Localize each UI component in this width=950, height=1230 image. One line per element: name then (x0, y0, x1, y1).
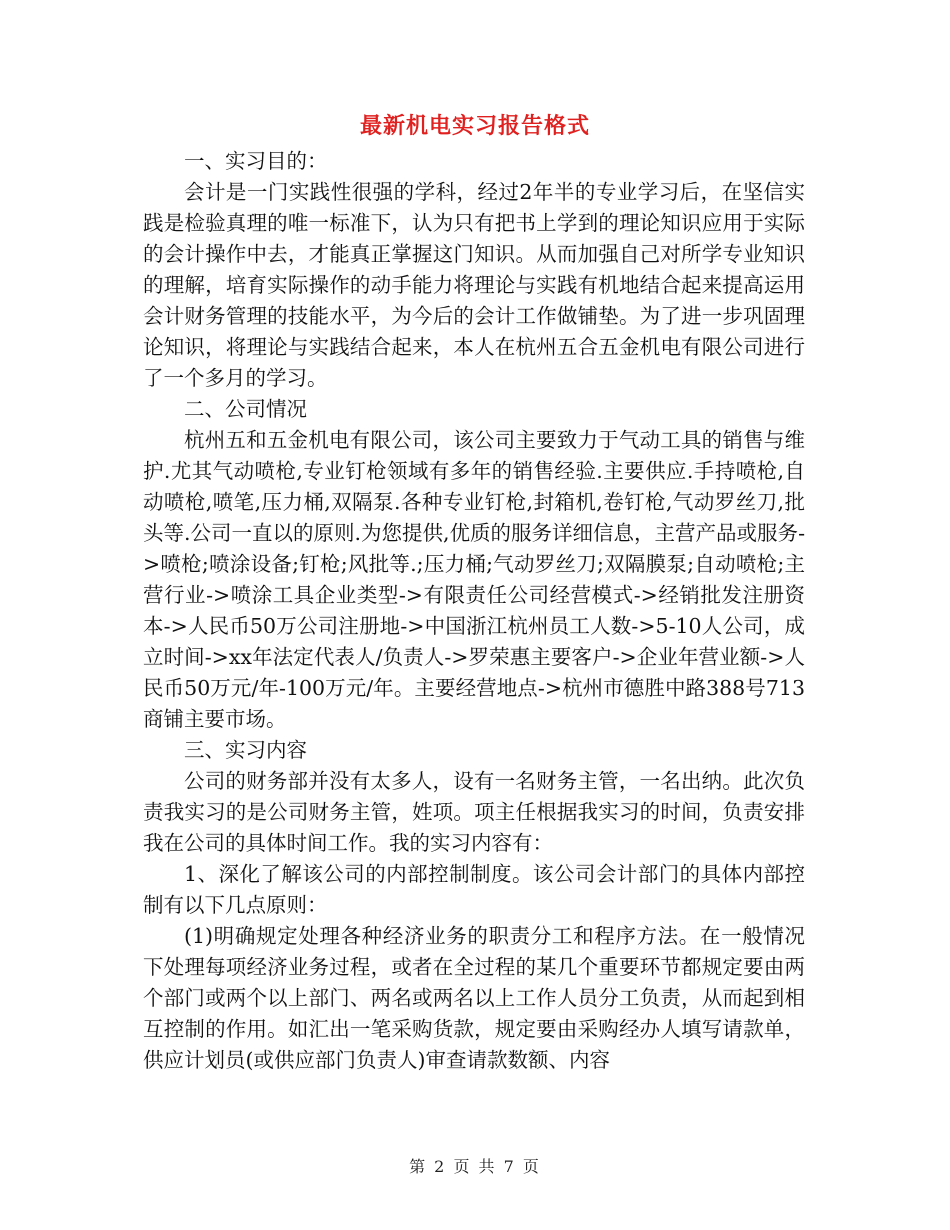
body-paragraph: 杭州五和五金机电有限公司，该公司主要致力于气动工具的销售与维护.尤其气动喷枪,专业钉枪领域有多年的销售经验.主要供应.手持喷枪,自动喷枪,喷笔,压力桶,双隔泵.各种专业钉枪,封箱机,卷钉枪,气动罗丝刀,批头等.公司一直以的原则.为您提供,优质的服务详细信息，主营产品或服务->喷枪;喷涂设备;钉枪;风批等.;压力桶;气动罗丝刀;双隔膜泵;自动喷枪;主营行业->喷涂工具企业类型->有限责任公司经营模式->经销批发注册资本->人民币50万公司注册地->中国浙江杭州员工人数->5-10人公司，成立时间->xx年法定代表人/负责人->罗荣惠主要客户->企业年营业额->人民币50万元/年-100万元/年。主要经营地点->杭州市德胜中路388号713商铺主要市场。 (143, 428, 805, 731)
body-paragraph: 会计是一门实践性很强的学科，经过2年半的专业学习后，在坚信实践是检验真理的唯一标准下，认为只有把书上学到的理论知识应用于实际的会计操作中去，才能真正掌握这门知识。从而加强自己对所学专业知识的理解，培育实际操作的动手能力将理论与实践有机地结合起来提高运用会计财务管理的技能水平，为今后的会计工作做铺垫。为了进一步巩固理论知识，将理论与实践结合起来，本人在杭州五合五金机电有限公司进行了一个多月的学习。 (143, 180, 805, 390)
section-heading: 二、公司情况 (184, 397, 307, 421)
body-paragraph: 公司的财务部并没有太多人，设有一名财务主管，一名出纳。此次负责我实习的是公司财务主管，姓项。项主任根据我实习的时间，负责安排我在公司的具体时间工作。我的实习内容有： (143, 769, 805, 855)
body-paragraph: (1)明确规定处理各种经济业务的职责分工和程序方法。在一般情况下处理每项经济业务过程，或者在全过程的某几个重要环节都规定要由两个部门或两个以上部门、两名或两名以上工作人员分工负责，从而起到相互控制的作用。如汇出一笔采购货款，规定要由采购经办人填写请款单，供应计划员(或供应部门负责人)审查请款数额、内容 (143, 924, 805, 1072)
document-body (143, 146, 805, 1076)
section-heading: 一、实习目的： (184, 149, 328, 173)
page-number-footer: 第 2 页 共 7 页 (409, 1157, 541, 1176)
section-heading: 三、实习内容 (184, 738, 307, 762)
body-paragraph: 1、深化了解该公司的内部控制制度。该公司会计部门的具体内部控制有以下几点原则： (143, 862, 805, 917)
document-title: 最新机电实习报告格式 (359, 113, 590, 139)
